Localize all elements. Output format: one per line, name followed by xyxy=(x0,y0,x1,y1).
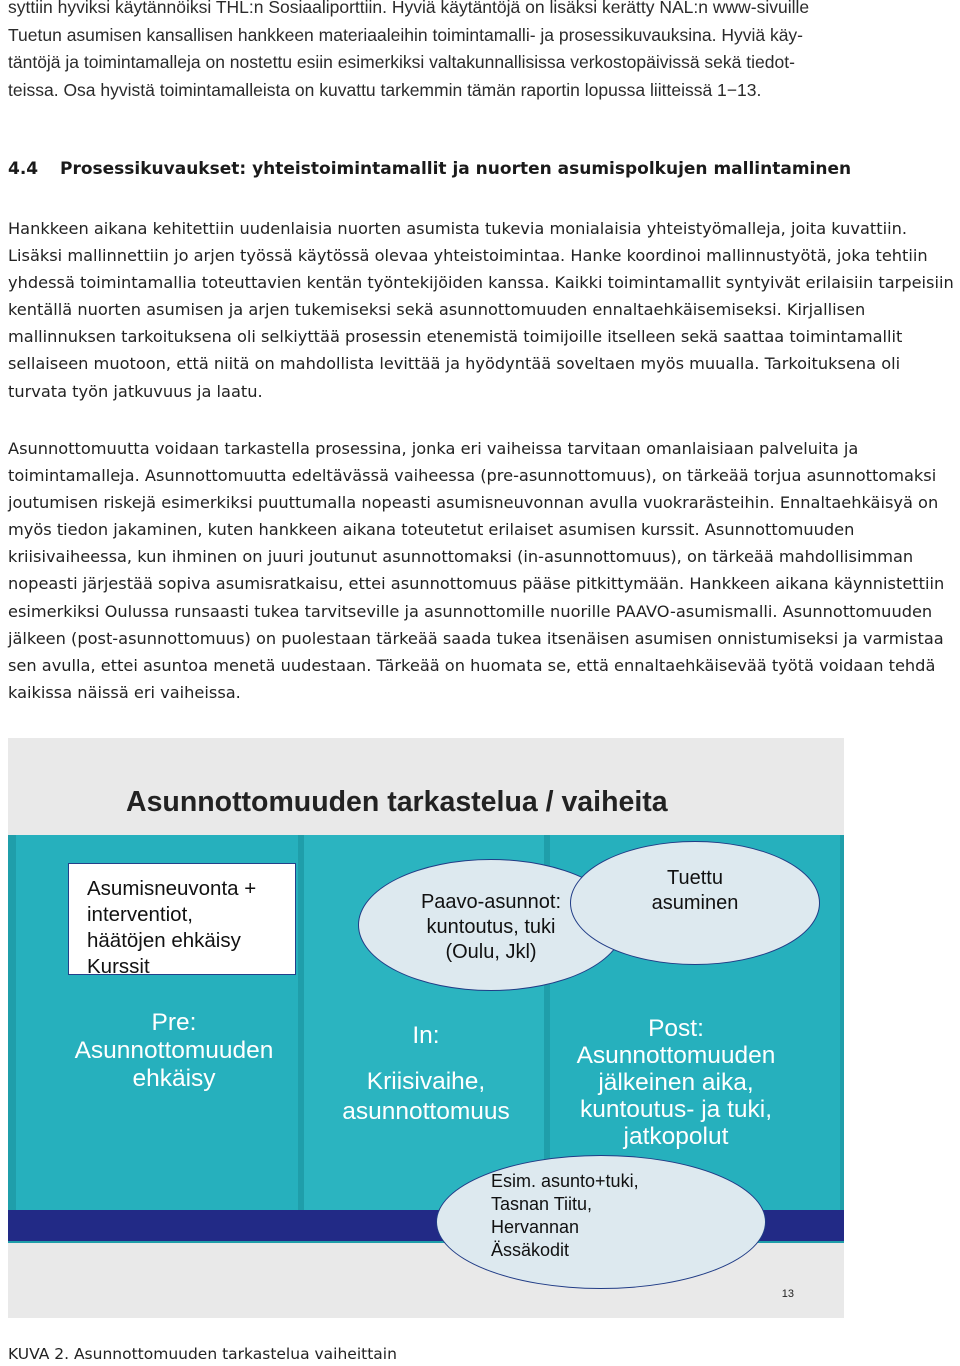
pre-label-line: Pre: xyxy=(151,1009,197,1036)
post-label-line: jatkopolut xyxy=(623,1123,729,1150)
in-label-line: Kriisivaihe, xyxy=(366,1068,486,1095)
examples-ellipse xyxy=(436,1155,766,1289)
post-label-line: jälkeinen aika, xyxy=(598,1069,754,1096)
figure-caption: KUVA 2. Asunnottomuuden tarkastelua vaiheittain xyxy=(8,1345,397,1363)
in-ellipse-line: kuntoutus, tuki xyxy=(426,916,556,938)
post-ellipse-line: Tuettu xyxy=(667,867,723,889)
example-line: Esim. asunto+tuki, xyxy=(491,1171,639,1191)
figure-diagram xyxy=(8,835,844,1260)
intro-line: syttiin hyviksi käytännöiksi THL:n Sosiaaliporttiin. Hyviä käytäntöjä on lisäksi kerätty NAL:n www-sivuille xyxy=(8,0,810,17)
post-ellipse-line: asuminen xyxy=(651,892,739,914)
pre-phase-label xyxy=(46,1009,302,1093)
figure-title: Asunnottomuuden tarkastelua / vaiheita xyxy=(126,786,668,818)
section-title: Prosessikuvaukset: yhteistoimintamallit ja nuorten asumispolkujen mallintaminen xyxy=(60,159,852,179)
intro-line: teissa. Osa hyvistä toimintamalleista on kuvattu tarkemmin tämän raportin lopussa liitteissä 1−13. xyxy=(8,79,762,100)
in-ellipse-line: Paavo-asunnot: xyxy=(420,891,562,913)
pre-box-line: interventiot, xyxy=(87,903,193,926)
example-line: Hervannan xyxy=(491,1217,580,1237)
intro-line: täntöjä ja toimintamalleja on nostettu esiin esimerkiksi valtakunnallisissa verkostopäivissä sekä tiedot- xyxy=(8,52,795,73)
pre-label-line: ehkäisy xyxy=(132,1065,216,1092)
example-line: Tasnan Tiitu, xyxy=(491,1194,593,1214)
example-line: Ässäkodit xyxy=(491,1240,570,1260)
in-label-line: In: xyxy=(412,1022,440,1049)
slide-page-number: 13 xyxy=(781,1288,794,1300)
in-phase-label xyxy=(318,1021,534,1127)
body-paragraph-2: Asunnottomuutta voidaan tarkastella prosessina, jonka eri vaiheissa tarvitaan omanlaisiaan palveluita ja toimintamalleja. Asunnottomuutta edeltävässä vaiheessa (pre-asunnottomuus), on tärkeää torjua asunnottomaksi joutumisen riskejä esimerkiksi puuttumalla nopeasti asumisneuvonnan avulla vuokrarästeihin. Ennaltaehkäisyä on myös tiedon jakaminen, kuten hankkeen aikana toteutetut erilaiset asumisen kurssit. Asunnottomuuden kriisivaiheessa, kun ihminen on juuri joutunut asunnottomaksi (in-asunnottomuus), on tärkeää mahdollisimman nopeasti järjestää sopiva asumisratkaisu, ettei asunnottomuus pääse pitkittymään. Hankkeen aikana käynnistettiin esimerkiksi Oulussa runsaasti tukea tarvitseville ja asunnottomille nuorille PAAVO-asumismalli. Asunnottomuuden jälkeen (post-asunnottomuus) on puolestaan tärkeää saada tukea itsenäisen asumisen onnistumiseksi ja varmistaa sen avulla, ettei asuntoa menetä uudestaan. Tärkeää on huomata se, että ennaltaehkäisevää työtä voidaan tehdä kaikissa näissä eri vaiheissa. xyxy=(8,439,945,702)
pre-box-line: häätöjen ehkäisy xyxy=(87,929,241,952)
post-label-line: Post: xyxy=(648,1015,704,1042)
pre-label-line: Asunnottomuuden xyxy=(74,1037,274,1064)
figure-homelessness-phases xyxy=(8,738,844,1318)
in-label-line: asunnottomuus xyxy=(342,1098,510,1125)
intro-line: Tuetun asumisen kansallisen hankkeen materiaaleihin toimintamalli- ja prosessikuvauksina. Hyviä käy- xyxy=(8,24,804,45)
section-number: 4.4 xyxy=(8,159,39,179)
in-ellipse-line: (Oulu, Jkl) xyxy=(445,941,537,963)
section-heading xyxy=(8,155,956,183)
post-phase-label xyxy=(556,1015,796,1150)
intro-text xyxy=(8,0,956,104)
pre-box-line: Asumisneuvonta + xyxy=(87,877,257,900)
post-services-ellipse xyxy=(570,841,820,965)
post-label-line: kuntoutus- ja tuki, xyxy=(579,1096,773,1123)
pre-box-line: Kurssit xyxy=(87,955,150,978)
body-paragraph-1: Hankkeen aikana kehitettiin uudenlaisia nuorten asumista tukevia monialaisia yhteistyömalleja, joita kuvattiin. Lisäksi mallinnettiin jo arjen työssä käytössä olevaa yhteistoimintaa. Hanke koordinoi mallinnustyötä, joka tehtiin yhdessä toimintamallia toteuttavien kentän työntekijöiden kanssa. Kaikki toimintamallit syntyivät erilaisiin tarpeisiin kentällä nuorten asumisen ja arjen tukemiseksi sekä asunnottomuuden ennaltaehkäisemiseksi. Kirjallisen mallinnuksen tarkoituksena oli selkiyttää prosessin etenemistä toimijoille itselleen sekä saattaa toimintamallit sellaiseen muotoon, että niitä on mahdollista levittää ja hyödyntää soveltaen myös muualla. Tarkoituksena oli turvata työn jatkuvuus ja laatu. xyxy=(8,219,954,401)
pre-services-box xyxy=(68,863,296,978)
post-label-line: Asunnottomuuden xyxy=(576,1042,776,1069)
